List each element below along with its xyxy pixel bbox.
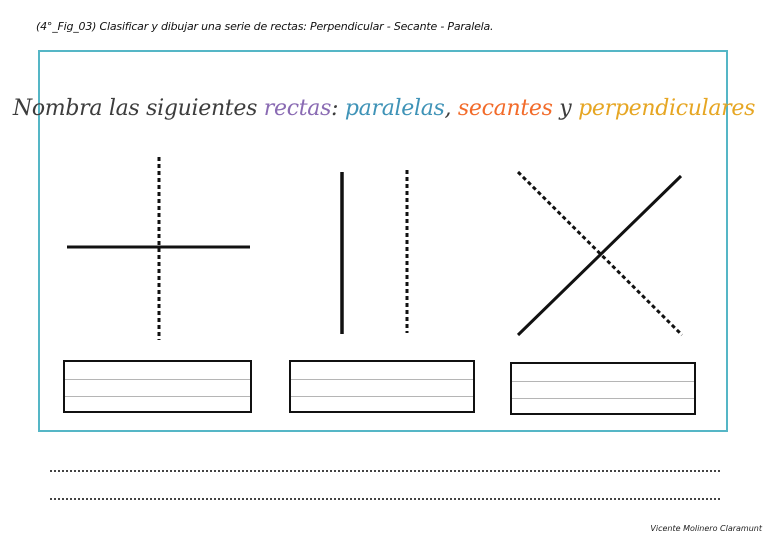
answer-rule: [291, 379, 473, 380]
answer-rule: [65, 379, 250, 380]
title-part-3: :: [331, 96, 345, 121]
title-part-5: ,: [444, 96, 458, 121]
answer-rule: [65, 396, 250, 397]
writing-line-2[interactable]: [50, 498, 720, 500]
answer-box-secant[interactable]: [510, 362, 696, 415]
worksheet-header: (4°_Fig_03) Clasificar y dibujar una serie de rectas: Perpendicular - Secante - Paralela.: [36, 20, 494, 33]
answer-rule: [512, 398, 694, 399]
answer-box-parallel[interactable]: [289, 360, 475, 413]
title-word-rectas: rectas: [263, 96, 332, 121]
title-part-7: y: [552, 96, 579, 121]
figure-perpendicular: [67, 157, 250, 340]
answer-box-perpendicular[interactable]: [63, 360, 252, 413]
title-word-paralelas: paralelas: [344, 96, 445, 121]
figure-parallel: [342, 170, 407, 334]
figure-secant: [518, 172, 682, 335]
title-word-secantes: secantes: [457, 96, 553, 121]
answer-rule: [291, 396, 473, 397]
answer-rule: [512, 381, 694, 382]
writing-line-1[interactable]: [50, 470, 720, 472]
author-signature: Vicente Molinero Claramunt: [650, 524, 762, 533]
title-part-1: Nombra las siguientes: [12, 96, 264, 121]
title-word-perpendiculares: perpendiculares: [578, 96, 756, 121]
